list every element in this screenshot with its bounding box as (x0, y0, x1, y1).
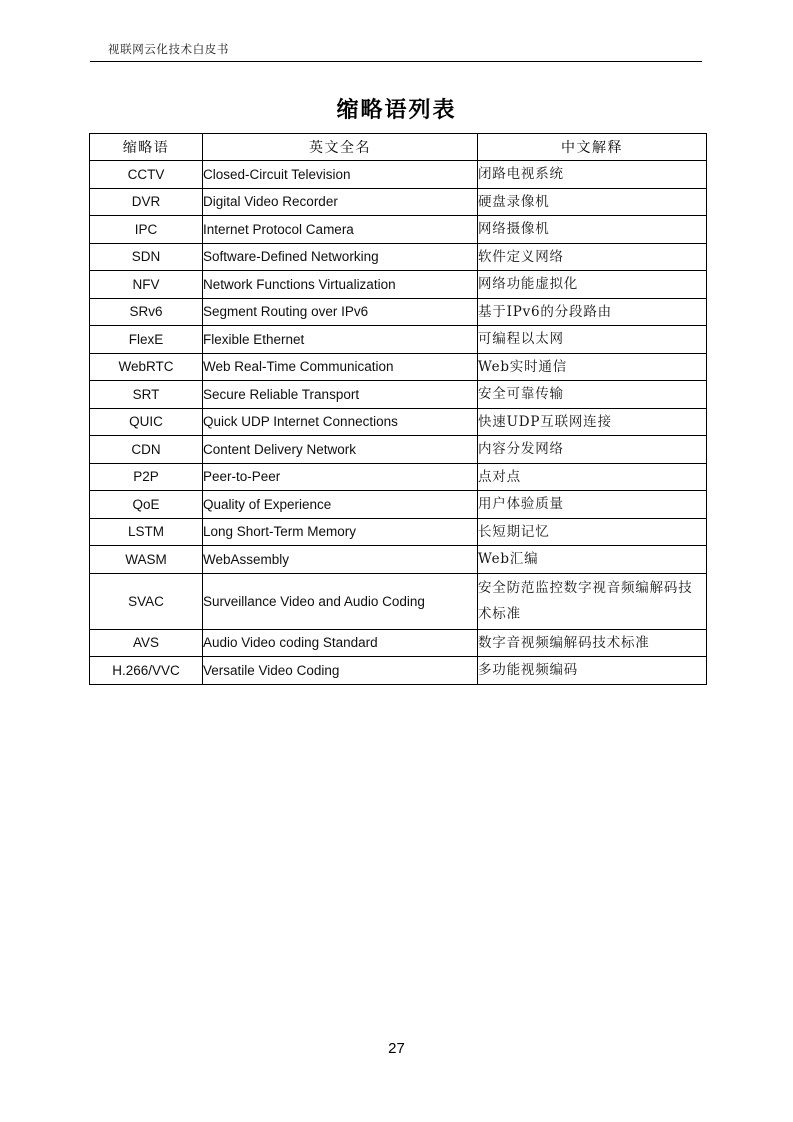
cell-chinese-explanation: 网络功能虚拟化 (478, 271, 707, 299)
cell-english-full-name: Closed-Circuit Television (203, 161, 478, 189)
cell-chinese-explanation: 软件定义网络 (478, 243, 707, 271)
table-body (90, 161, 707, 685)
cell-abbreviation: AVS (90, 629, 203, 657)
table-row (90, 657, 707, 685)
cell-chinese-explanation: 内容分发网络 (478, 436, 707, 464)
cell-abbreviation: FlexE (90, 326, 203, 354)
table-row (90, 629, 707, 657)
cell-english-full-name: Versatile Video Coding (203, 657, 478, 685)
table-row (90, 326, 707, 354)
cell-chinese-explanation: 安全可靠传输 (478, 381, 707, 409)
cell-english-full-name: Long Short-Term Memory (203, 518, 478, 546)
header-divider-rule (90, 61, 702, 62)
table-row (90, 243, 707, 271)
cell-abbreviation: IPC (90, 216, 203, 244)
cell-abbreviation: SDN (90, 243, 203, 271)
cell-chinese-explanation: Web实时通信 (478, 353, 707, 381)
cell-abbreviation: SVAC (90, 573, 203, 629)
cell-english-full-name: Audio Video coding Standard (203, 629, 478, 657)
cell-chinese-explanation: 数字音视频编解码技术标准 (478, 629, 707, 657)
cell-abbreviation: LSTM (90, 518, 203, 546)
table-row (90, 381, 707, 409)
column-header-chinese-explanation: 中文解释 (478, 134, 707, 161)
cell-english-full-name: Web Real-Time Communication (203, 353, 478, 381)
cell-english-full-name: Segment Routing over IPv6 (203, 298, 478, 326)
cell-chinese-explanation: 长短期记忆 (478, 518, 707, 546)
cell-english-full-name: Internet Protocol Camera (203, 216, 478, 244)
cell-chinese-explanation: 可编程以太网 (478, 326, 707, 354)
table-row (90, 188, 707, 216)
cell-english-full-name: Content Delivery Network (203, 436, 478, 464)
cell-chinese-explanation: Web汇编 (478, 546, 707, 574)
cell-english-full-name: Secure Reliable Transport (203, 381, 478, 409)
cell-english-full-name: WebAssembly (203, 546, 478, 574)
cell-chinese-explanation: 快速UDP互联网连接 (478, 408, 707, 436)
cell-english-full-name: Flexible Ethernet (203, 326, 478, 354)
cell-chinese-explanation: 用户体验质量 (478, 491, 707, 519)
cell-abbreviation: WASM (90, 546, 203, 574)
cell-abbreviation: H.266/VVC (90, 657, 203, 685)
running-header-title: 视联网云化技术白皮书 (108, 42, 229, 56)
table-row (90, 518, 707, 546)
cell-chinese-explanation: 硬盘录像机 (478, 188, 707, 216)
table-header-row (90, 134, 707, 161)
cell-abbreviation: NFV (90, 271, 203, 299)
cell-english-full-name: Digital Video Recorder (203, 188, 478, 216)
table-row (90, 271, 707, 299)
cell-abbreviation: WebRTC (90, 353, 203, 381)
cell-abbreviation: QUIC (90, 408, 203, 436)
cell-chinese-explanation: 点对点 (478, 463, 707, 491)
cell-english-full-name: Peer-to-Peer (203, 463, 478, 491)
cell-abbreviation: SRv6 (90, 298, 203, 326)
page-title: 缩略语列表 (336, 97, 457, 123)
cell-english-full-name: Software-Defined Networking (203, 243, 478, 271)
table-row (90, 546, 707, 574)
cell-abbreviation: P2P (90, 463, 203, 491)
cell-english-full-name: Surveillance Video and Audio Coding (203, 573, 478, 629)
table-row (90, 161, 707, 189)
cell-chinese-explanation: 网络摄像机 (478, 216, 707, 244)
table-row (90, 436, 707, 464)
table-row (90, 463, 707, 491)
cell-english-full-name: Quick UDP Internet Connections (203, 408, 478, 436)
table-row (90, 491, 707, 519)
cell-abbreviation: SRT (90, 381, 203, 409)
table-row (90, 216, 707, 244)
cell-abbreviation: CCTV (90, 161, 203, 189)
cell-abbreviation: CDN (90, 436, 203, 464)
table-row (90, 298, 707, 326)
column-header-english-full-name: 英文全名 (203, 134, 478, 161)
cell-chinese-explanation: 基于IPv6的分段路由 (478, 298, 707, 326)
abbreviation-table-container (89, 133, 706, 685)
table-row (90, 408, 707, 436)
cell-chinese-explanation: 多功能视频编码 (478, 657, 707, 685)
cell-chinese-explanation: 闭路电视系统 (478, 161, 707, 189)
cell-abbreviation: DVR (90, 188, 203, 216)
running-header (90, 41, 702, 62)
abbreviation-table (89, 133, 707, 685)
cell-chinese-explanation: 安全防范监控数字视音频编解码技术标准 (478, 573, 707, 629)
cell-english-full-name: Quality of Experience (203, 491, 478, 519)
cell-english-full-name: Network Functions Virtualization (203, 271, 478, 299)
column-header-abbreviation: 缩略语 (90, 134, 203, 161)
cell-abbreviation: QoE (90, 491, 203, 519)
table-row (90, 573, 707, 629)
table-head (90, 134, 707, 161)
page-number: 27 (388, 1040, 405, 1057)
table-row (90, 353, 707, 381)
